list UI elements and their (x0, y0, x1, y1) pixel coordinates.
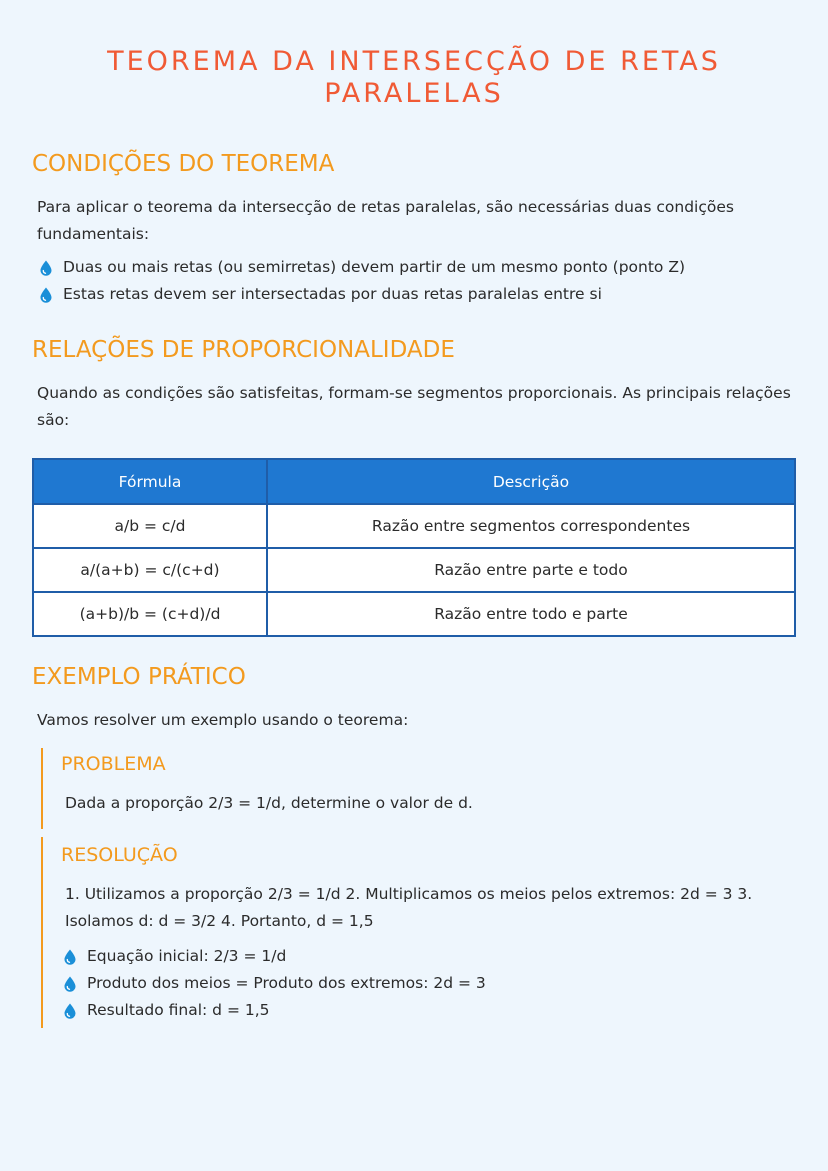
resolution-text: 1. Utilizamos a proporção 2/3 = 1/d 2. Multiplicamos os meios pelos extremos: 2d = 3 3. Isolamos d: d = 3/2 4. Portanto, d = 1,5 (65, 885, 753, 930)
table-row (33, 548, 795, 592)
list-item-text: Produto dos meios = Produto dos extremos: 2d = 3 (87, 974, 486, 992)
list-item (61, 997, 796, 1024)
list-item (61, 970, 796, 997)
list-item-text: Duas ou mais retas (ou semirretas) devem partir de um mesmo ponto (ponto Z) (63, 258, 685, 276)
table-cell-description: Razão entre segmentos correspondentes (267, 504, 795, 548)
section-heading-example: EXEMPLO PRÁTICO (32, 664, 246, 690)
list-item-text: Estas retas devem ser intersectadas por duas retas paralelas entre si (63, 285, 602, 303)
list-item (61, 943, 796, 970)
table-header-row (33, 459, 795, 504)
problem-block (41, 748, 796, 829)
section-heading-conditions: CONDIÇÕES DO TEOREMA (32, 151, 335, 177)
column-header-formula: Fórmula (33, 459, 267, 504)
relations-intro: Quando as condições são satisfeitas, formam-se segmentos proporcionais. As principais relações são: (37, 384, 791, 429)
water-drop-icon (61, 1002, 79, 1020)
column-header-description: Descrição (267, 459, 795, 504)
problem-heading: PROBLEMA (61, 753, 166, 775)
section-heading-relations: RELAÇÕES DE PROPORCIONALIDADE (32, 337, 455, 363)
table-cell-formula: (a+b)/b = (c+d)/d (33, 592, 267, 636)
list-item-text: Resultado final: d = 1,5 (87, 1001, 270, 1019)
water-drop-icon (61, 948, 79, 966)
water-drop-icon (37, 286, 55, 304)
table-cell-formula: a/b = c/d (33, 504, 267, 548)
table-row (33, 504, 795, 548)
table-cell-formula: a/(a+b) = c/(c+d) (33, 548, 267, 592)
list-item-text: Equação inicial: 2/3 = 1/d (87, 947, 287, 965)
table-row (33, 592, 795, 636)
conditions-intro: Para aplicar o teorema da intersecção de retas paralelas, são necessárias duas condições fundamentais: (37, 198, 734, 243)
formula-table (32, 458, 796, 637)
example-intro: Vamos resolver um exemplo usando o teorema: (37, 711, 409, 729)
table-cell-description: Razão entre parte e todo (267, 548, 795, 592)
conditions-list (32, 254, 796, 308)
list-item (37, 254, 796, 281)
table-cell-description: Razão entre todo e parte (267, 592, 795, 636)
water-drop-icon (61, 975, 79, 993)
page-title: TEOREMA DA INTERSECÇÃO DE RETAS PARALELAS (107, 46, 721, 109)
document-page (32, 0, 796, 1028)
list-item (37, 281, 796, 308)
resolution-list (61, 943, 796, 1024)
problem-text: Dada a proporção 2/3 = 1/d, determine o valor de d. (65, 794, 473, 812)
resolution-block (41, 837, 796, 1028)
water-drop-icon (37, 259, 55, 277)
resolution-heading: RESOLUÇÃO (61, 844, 178, 866)
